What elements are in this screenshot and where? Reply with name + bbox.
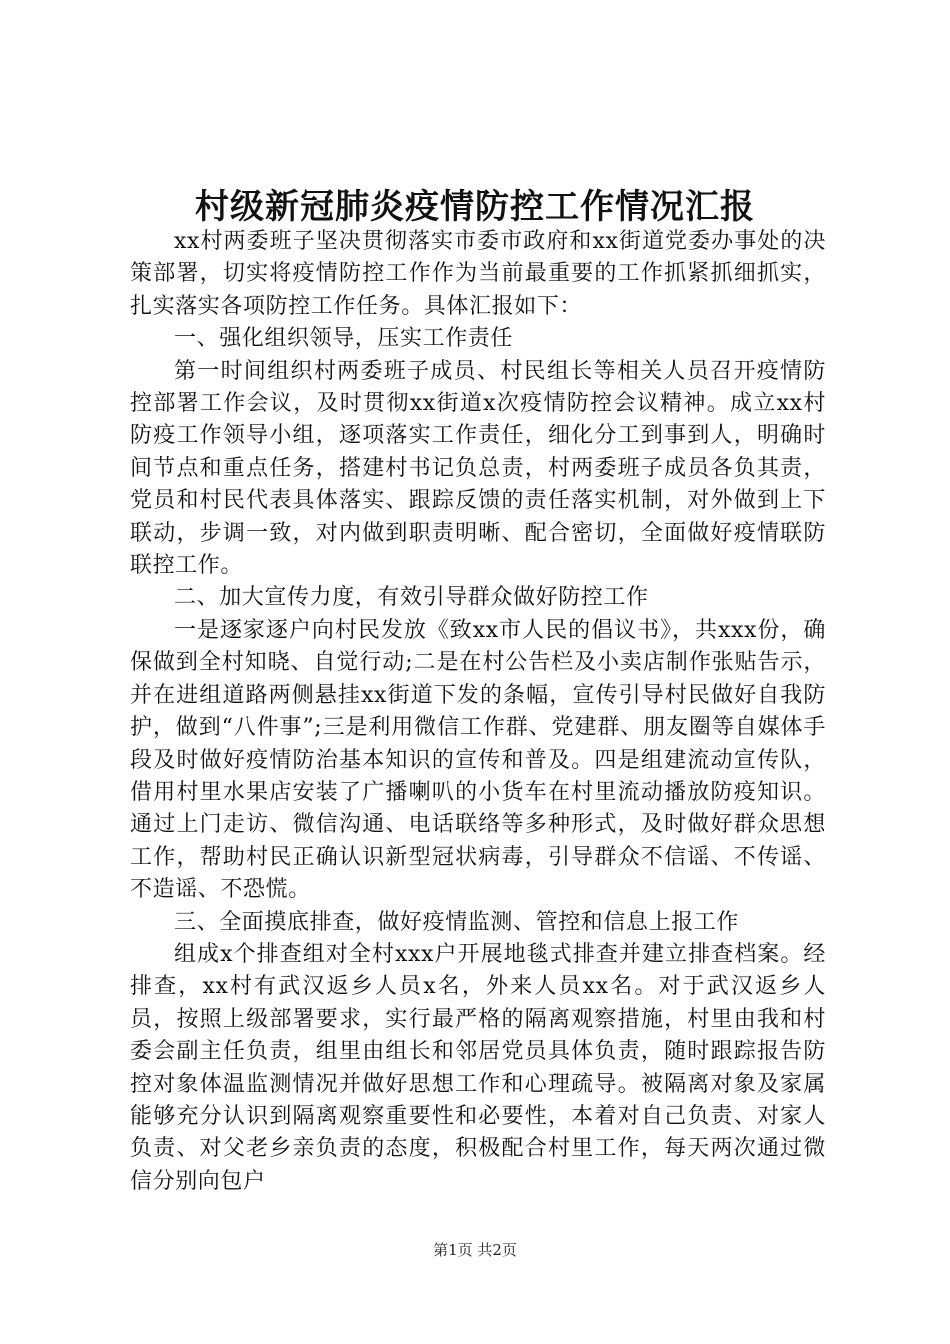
section-1-heading: 一、强化组织领导，压实工作责任: [174, 326, 514, 352]
intro-paragraph: xx村两委班子坚决贯彻落实市委市政府和xx街道党委办事处的决策部署，切实将疫情防控工作作为当前最重要的工作抓紧抓细抓实，扎实落实各项防控工作任务。具体汇报如下：: [130, 229, 826, 319]
section-3-body: 组成x个排查组对全村xxx户开展地毯式排查并建立排查档案。经排查，xx村有武汉返乡人员x名，外来人员xx名。对于武汉返乡人员，按照上级部署要求，实行最严格的隔离观察措施，村里由我和村委会副主任负责，组里由组长和邻居党员具体负责，随时跟踪报告防控对象体温监测情况并做好思想工作和心理疏导。被隔离对象及家属能够充分认识到隔离观察重要性和必要性，本着对自己负责、对家人负责、对父老乡亲负责的态度，积极配合村里工作，每天两次通过微信分别向包户: [130, 941, 826, 1194]
document-body: [130, 226, 826, 1198]
section-2-body: 一是逐家逐户向村民发放《致xx市人民的倡议书》，共xxx份，确保做到全村知晓、自觉行动;二是在村公告栏及小卖店制作张贴告示，并在进组道路两侧悬挂xx街道下发的条幅，宣传引导村民做好自我防护，做到“八件事”;三是利用微信工作群、党建群、朋友圈等自媒体手段及时做好疫情防治基本知识的宣传和普及。四是组建流动宣传队，借用村里水果店安装了广播喇叭的小货车在村里流动播放防疫知识。通过上门走访、微信沟通、电话联络等多种形式，及时做好群众思想工作，帮助村民正确认识新型冠状病毒，引导群众不信谣、不传谣、不造谣、不恐慌。: [130, 617, 826, 903]
document-title: 村级新冠肺炎疫情防控工作情况汇报: [195, 187, 755, 227]
page-footer: 第1页 共2页: [433, 1241, 517, 1259]
section-1-body: 第一时间组织村两委班子成员、村民组长等相关人员召开疫情防控部署工作会议，及时贯彻xx街道x次疫情防控会议精神。成立xx村防疫工作领导小组，逐项落实工作责任，细化分工到事到人，明确时间节点和重点任务，搭建村书记负总责，村两委班子成员各负其责，党员和村民代表具体落实、跟踪反馈的责任落实机制，对外做到上下联动，步调一致，对内做到职责明晰、配合密切，全面做好疫情联防联控工作。: [130, 358, 826, 579]
section-2-heading: 二、加大宣传力度，有效引导群众做好防控工作: [174, 585, 649, 611]
section-3-heading: 三、全面摸底排查，做好疫情监测、管控和信息上报工作: [174, 909, 740, 935]
